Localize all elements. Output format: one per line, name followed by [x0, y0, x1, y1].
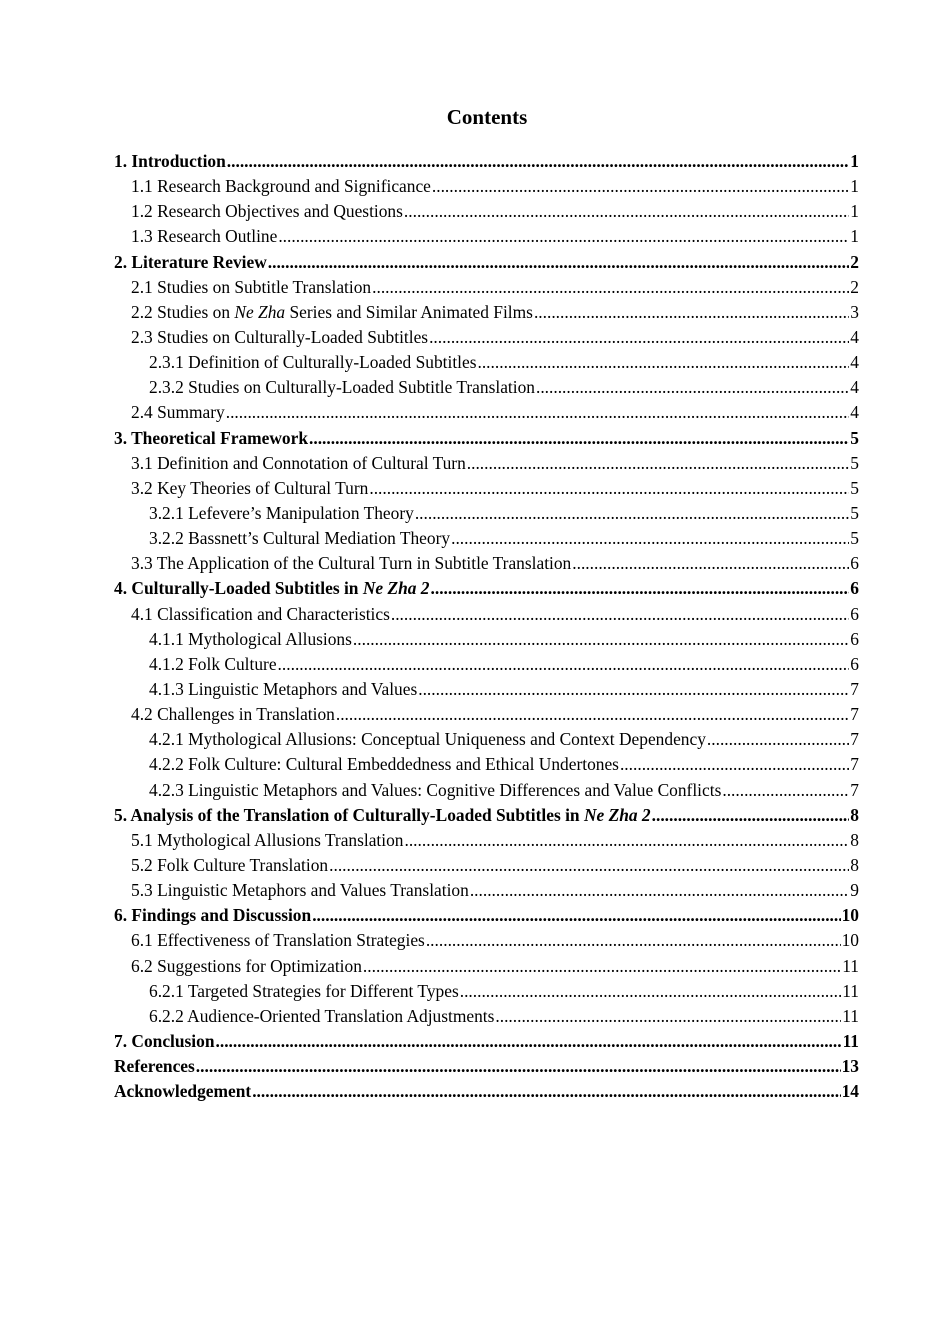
toc-entry[interactable] [114, 752, 859, 777]
toc-entry-title-text: 4. Culturally-Loaded Subtitles in [114, 578, 363, 599]
toc-entry[interactable] [114, 602, 859, 627]
toc-entry-title-text: 4.2.1 Mythological Allusions: Conceptual Uniqueness and Context Dependency [149, 729, 706, 750]
dot-leader [372, 275, 849, 300]
toc-entry[interactable] [114, 1079, 859, 1104]
toc-entry-title-text: 1.1 Research Background and Significance [131, 176, 431, 197]
dot-leader [470, 878, 849, 903]
toc-page-number: 6 [850, 653, 859, 674]
toc-entry[interactable] [114, 350, 859, 375]
toc-entry-title [131, 853, 328, 878]
toc-entry-title [131, 224, 277, 249]
toc-entry[interactable] [114, 275, 859, 300]
toc-entry[interactable] [114, 677, 859, 702]
dot-leader [278, 224, 849, 249]
dot-leader [278, 652, 850, 677]
dot-leader [722, 778, 849, 803]
toc-entry[interactable] [114, 199, 859, 224]
toc-page-number: 7 [850, 754, 859, 775]
toc-page-number: 7 [850, 678, 859, 699]
toc-page-number: 6 [850, 628, 859, 649]
toc-entry-title-text: 2.3 Studies on Culturally-Loaded Subtitles [131, 326, 429, 347]
toc-entry-title-text: 4.2 Challenges in Translation [131, 704, 335, 725]
toc-page-number: 5 [850, 502, 859, 523]
toc-entry-title [131, 954, 362, 979]
toc-page-number: 1 [850, 226, 859, 247]
toc-entry[interactable] [114, 1054, 859, 1079]
toc-entry-title-text: 1.3 Research Outline [131, 226, 278, 247]
dot-leader [652, 803, 850, 828]
dot-leader [415, 501, 849, 526]
toc-entry-title [131, 828, 403, 853]
toc-entry[interactable] [114, 652, 859, 677]
toc-page-number: 5 [850, 528, 859, 549]
toc-entry-title-text: 7. Conclusion [114, 1030, 215, 1051]
toc-entry[interactable] [114, 476, 859, 501]
toc-page-number: 11 [842, 1030, 859, 1051]
toc-page-number: 11 [842, 980, 859, 1001]
toc-entry-title [131, 275, 371, 300]
toc-entry-title [131, 476, 368, 501]
toc-entry-title [149, 677, 417, 702]
toc-entry-title [131, 174, 431, 199]
dot-leader [369, 476, 849, 501]
toc-page-number: 7 [850, 779, 859, 800]
toc-entry-title [149, 350, 476, 375]
toc-page-number: 5 [850, 452, 859, 473]
dot-leader [404, 828, 849, 853]
toc-page-number: 2 [850, 251, 859, 272]
toc-entry-title [149, 979, 459, 1004]
toc-entry[interactable] [114, 1029, 859, 1054]
toc-entry-title [114, 1079, 251, 1104]
toc-entry-title-italic: Ne Zha [234, 301, 286, 322]
dot-leader [353, 627, 849, 652]
toc-entry[interactable] [114, 979, 859, 1004]
toc-entry-title [149, 526, 450, 551]
toc-entry-title-text: 5.1 Mythological Allusions Translation [131, 829, 404, 850]
toc-entry[interactable] [114, 451, 859, 476]
toc-entry[interactable] [114, 778, 859, 803]
toc-entry-title [149, 727, 706, 752]
toc-entry-title-text: 4.1 Classification and Characteristics [131, 603, 390, 624]
dot-leader [312, 903, 840, 928]
dot-leader [467, 451, 850, 476]
toc-entry-title-text: 3.1 Definition and Connotation of Cultural Turn [131, 452, 466, 473]
dot-leader [216, 1029, 842, 1054]
toc-entry[interactable] [114, 300, 859, 325]
toc-entry-title-text: 2.3.2 Studies on Culturally-Loaded Subtitle Translation [149, 377, 535, 398]
toc-entry-title [131, 199, 403, 224]
toc-page-number: 13 [841, 1056, 859, 1077]
dot-leader [495, 1004, 841, 1029]
toc-entry-title [131, 300, 533, 325]
toc-entry-title [131, 325, 428, 350]
dot-leader [336, 702, 849, 727]
toc-entry[interactable] [114, 954, 859, 979]
toc-entry-title [131, 400, 225, 425]
toc-entry-title-text: 2.4 Summary [131, 402, 225, 423]
toc-entry-title-italic: Ne Zha 2 [583, 804, 651, 825]
toc-page-number: 8 [850, 829, 859, 850]
toc-entry-title-text: 4.2.3 Linguistic Metaphors and Values: Cognitive Differences and Value Conflicts [149, 779, 722, 800]
dot-leader [451, 526, 849, 551]
toc-page-number: 4 [850, 402, 859, 423]
toc-entry[interactable] [114, 1004, 859, 1029]
toc-entry-title-text: 6.2.2 Audience-Oriented Translation Adjustments [149, 1005, 495, 1026]
toc-entry-title-text: 6.1 Effectiveness of Translation Strategies [131, 930, 425, 951]
dot-leader [534, 300, 849, 325]
toc-entry[interactable] [114, 702, 859, 727]
toc-entry-title-text: 6.2.1 Targeted Strategies for Different Types [149, 980, 459, 1001]
toc-entry-title-text: 5.3 Linguistic Metaphors and Values Translation [131, 880, 469, 901]
toc-entry-title [114, 903, 311, 928]
dot-leader [572, 551, 849, 576]
toc-entry-title-text: 3.2.2 Bassnett’s Cultural Mediation Theory [149, 528, 451, 549]
toc-entry-title-text: 2.2 Studies on [131, 301, 235, 322]
toc-page-number: 11 [842, 1005, 859, 1026]
toc-page-number: 10 [841, 930, 859, 951]
toc-page-number: 7 [850, 729, 859, 750]
toc-entry[interactable] [114, 828, 859, 853]
toc-entry-title [131, 878, 469, 903]
toc-page-number: 5 [850, 427, 859, 448]
toc-entry-title [114, 1054, 195, 1079]
dot-leader [426, 928, 841, 953]
toc-entry[interactable] [114, 727, 859, 752]
dot-leader [252, 1079, 840, 1104]
dot-leader [460, 979, 842, 1004]
dot-leader [329, 853, 849, 878]
toc-page-number: 8 [850, 854, 859, 875]
toc-entry-title-italic: Ne Zha 2 [362, 578, 430, 599]
toc-page-number: 4 [850, 352, 859, 373]
toc-entry-title-text: 3.2.1 Lefevere’s Manipulation Theory [149, 502, 414, 523]
dot-leader [477, 350, 849, 375]
toc-entry-title-text: 5.2 Folk Culture Translation [131, 854, 329, 875]
toc-entry[interactable] [114, 853, 859, 878]
toc-entry[interactable] [114, 250, 859, 275]
dot-leader [429, 325, 849, 350]
toc-entry[interactable] [114, 627, 859, 652]
dot-leader [363, 954, 841, 979]
toc-entry-title-text: 4.2.2 Folk Culture: Cultural Embeddedness and Ethical Undertones [149, 754, 619, 775]
toc-page-number: 1 [850, 201, 859, 222]
toc-page-number: 1 [850, 176, 859, 197]
table-of-contents [114, 149, 859, 1104]
toc-page-number: 6 [850, 603, 859, 624]
toc-entry[interactable] [114, 803, 859, 828]
dot-leader [391, 602, 849, 627]
page-title: Contents [446, 105, 528, 129]
toc-entry-title-suffix: Series and Similar Animated Films [285, 301, 533, 322]
toc-entry[interactable] [114, 501, 859, 526]
toc-entry[interactable] [114, 526, 859, 551]
toc-entry[interactable] [114, 400, 859, 425]
dot-leader [196, 1054, 841, 1079]
toc-entry-title-text: 2. Literature Review [114, 251, 267, 272]
toc-entry-title [149, 1004, 494, 1029]
toc-entry-title-text: 2.3.1 Definition of Culturally-Loaded Subtitles [149, 352, 477, 373]
dot-leader [418, 677, 849, 702]
dot-leader [227, 149, 850, 174]
toc-entry-title-text: 4.1.2 Folk Culture [149, 653, 277, 674]
toc-entry[interactable] [114, 426, 859, 451]
toc-entry-title [149, 752, 619, 777]
toc-entry[interactable] [114, 325, 859, 350]
toc-entry-title-text: 4.1.1 Mythological Allusions [149, 628, 352, 649]
toc-entry-title [149, 375, 535, 400]
toc-entry-title [114, 426, 308, 451]
dot-leader [707, 727, 849, 752]
toc-page-number: 6 [850, 553, 859, 574]
toc-page-number: 4 [850, 326, 859, 347]
toc-entry-title [131, 602, 390, 627]
toc-page-number: 5 [850, 477, 859, 498]
toc-entry-title-text: 5. Analysis of the Translation of Culturally-Loaded Subtitles in [114, 804, 584, 825]
toc-entry[interactable] [114, 224, 859, 249]
dot-leader [226, 400, 850, 425]
toc-entry[interactable] [114, 576, 859, 601]
toc-entry-title [131, 928, 425, 953]
toc-entry-title [114, 803, 651, 828]
toc-entry-title [149, 501, 414, 526]
toc-page-number: 9 [850, 880, 859, 901]
toc-entry-title [149, 627, 352, 652]
toc-entry-title-text: References [114, 1056, 195, 1077]
toc-entry-title-text: 2.1 Studies on Subtitle Translation [131, 276, 372, 297]
toc-entry[interactable] [114, 551, 859, 576]
toc-entry-title [149, 778, 721, 803]
dot-leader [404, 199, 849, 224]
toc-entry[interactable] [114, 375, 859, 400]
toc-entry[interactable] [114, 878, 859, 903]
toc-page-number: 10 [841, 905, 859, 926]
toc-entry-title [131, 451, 466, 476]
toc-entry-title [114, 576, 430, 601]
toc-entry-title-text: 1.2 Research Objectives and Questions [131, 201, 403, 222]
toc-entry-title [131, 702, 335, 727]
toc-entry[interactable] [114, 928, 859, 953]
dot-leader [431, 576, 850, 601]
toc-entry-title-text: 4.1.3 Linguistic Metaphors and Values [149, 678, 418, 699]
dot-leader [268, 250, 850, 275]
toc-entry-title [149, 652, 277, 677]
toc-entry[interactable] [114, 903, 859, 928]
toc-page-number: 11 [842, 955, 859, 976]
toc-page-number: 4 [850, 377, 859, 398]
toc-entry-title-text: 3. Theoretical Framework [114, 427, 308, 448]
toc-entry-title-text: 6. Findings and Discussion [114, 905, 312, 926]
toc-entry-title-text: Acknowledgement [114, 1081, 252, 1102]
toc-entry-title [114, 1029, 215, 1054]
toc-entry-title [131, 551, 571, 576]
toc-page-number: 8 [850, 804, 859, 825]
toc-page-number: 14 [841, 1081, 859, 1102]
toc-page-number: 1 [850, 151, 859, 171]
toc-entry[interactable] [114, 174, 859, 199]
toc-entry-title [114, 149, 226, 174]
dot-leader [536, 375, 849, 400]
toc-page-number: 2 [850, 276, 859, 297]
toc-entry-title [114, 250, 267, 275]
toc-entry[interactable] [114, 149, 859, 174]
toc-page-number: 7 [850, 704, 859, 725]
toc-entry-title-text: 3.3 The Application of the Cultural Turn in Subtitle Translation [131, 553, 572, 574]
dot-leader [620, 752, 849, 777]
toc-entry-title-text: 6.2 Suggestions for Optimization [131, 955, 362, 976]
dot-leader [309, 426, 849, 451]
toc-page-number: 3 [850, 301, 859, 322]
toc-page-number: 6 [850, 578, 859, 599]
toc-entry-title-text: 3.2 Key Theories of Cultural Turn [131, 477, 369, 498]
dot-leader [432, 174, 849, 199]
toc-entry-title-text: 1. Introduction [114, 151, 226, 171]
